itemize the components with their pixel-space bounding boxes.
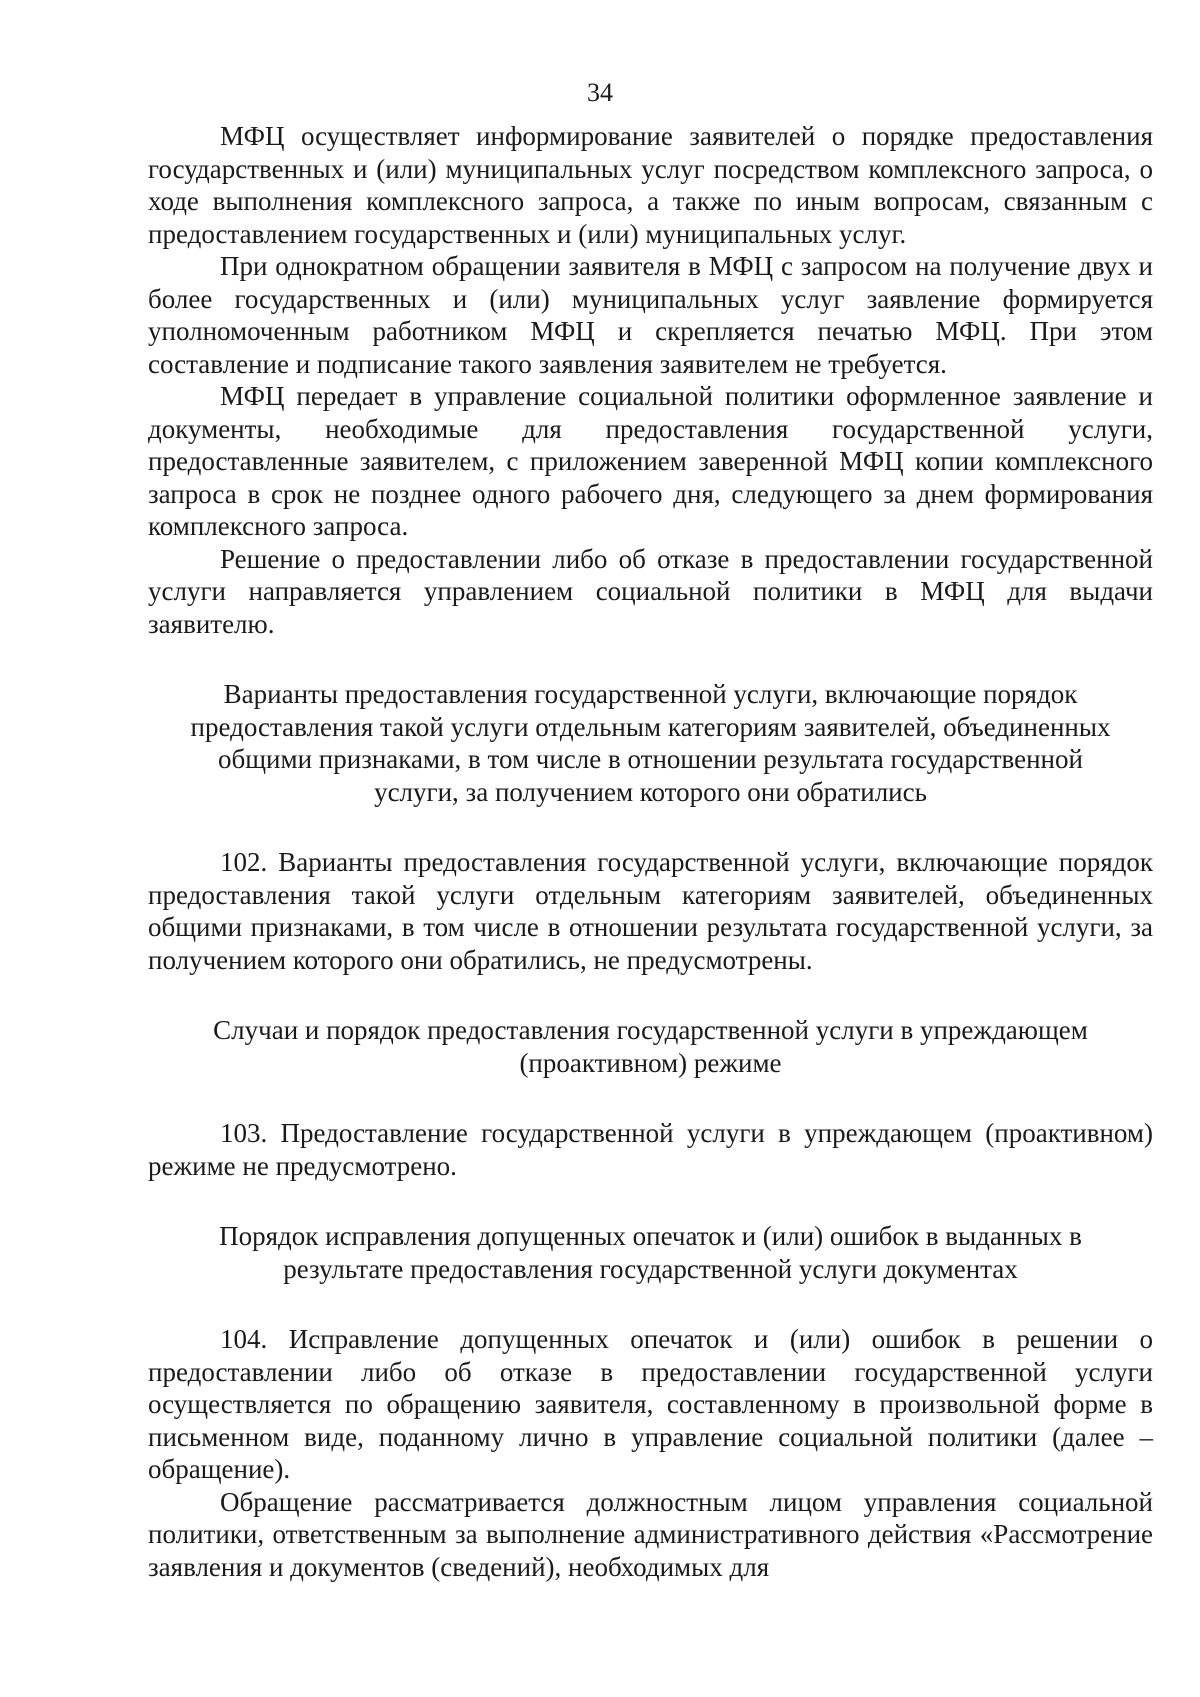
paragraph-mfc-informing: МФЦ осуществляет информирование заявителей о порядке предоставления государственных и (или) муниципальных услуг посредством комплексного запроса, о ходе выполнения комплексного запроса, а также по иным вопросам, связанным с предоставлением государственных и (или) муниципальных услуг. xyxy=(148,121,1153,249)
section-heading-proactive-mode: Случаи и порядок предоставления государственной услуги в упреждающем (проактивном) режиме xyxy=(213,1015,1088,1078)
paragraph-decision-delivery: Решение о предоставлении либо об отказе в предоставлении государственной услуги направляется управлением социальной политики в МФЦ для выдачи заявителю. xyxy=(148,543,1153,639)
page-number: 34 xyxy=(587,78,613,107)
document-body xyxy=(148,120,1153,1583)
paragraph-102: 102. Варианты предоставления государственной услуги, включающие порядок предоставления такой услуги отдельным категориям заявителей, объединенных общими признаками, в том числе в отношении результата государственной услуги, за получением которого они обратились, не предусмотрены. xyxy=(148,847,1153,975)
paragraph-mfc-transfer: МФЦ передает в управление социальной политики оформленное заявление и документы, необходимые для предоставления государственной услуги, предоставленные заявителем, с приложением заверенной МФЦ копии комплексного запроса в срок не позднее одного рабочего дня, следующего за днем формирования комплексного запроса. xyxy=(148,381,1153,541)
section-heading-service-variants: Варианты предоставления государственной услуги, включающие порядок предоставления такой услуги отдельным категориям заявителей, объединенных общими признаками, в том числе в отношении результата государственной услуги, за получением которого они обратились xyxy=(190,679,1111,807)
paragraph-104: 104. Исправление допущенных опечаток и (или) ошибок в решении о предоставлении либо об отказе в предоставлении государственной услуги осуществляется по обращению заявителя, составленному в произвольной форме в письменном виде, поданному лично в управление социальной политики (далее – обращение). xyxy=(148,1324,1153,1484)
section-heading-error-correction: Порядок исправления допущенных опечаток и (или) ошибок в выданных в результате предоставления государственной услуги документах xyxy=(219,1221,1082,1284)
paragraph-103: 103. Предоставление государственной услуги в упреждающем (проактивном) режиме не предусмотрено. xyxy=(148,1118,1153,1181)
paragraph-single-request: При однократном обращении заявителя в МФЦ с запросом на получение двух и более государственных и (или) муниципальных услуг заявление формируется уполномоченным работником МФЦ и скрепляется печатью МФЦ. При этом составление и подписание такого заявления заявителем не требуется. xyxy=(148,251,1153,379)
paragraph-request-review: Обращение рассматривается должностным лицом управления социальной политики, ответственным за выполнение административного действия «Рассмотрение заявления и документов (сведений), необходимых для xyxy=(148,1486,1153,1582)
